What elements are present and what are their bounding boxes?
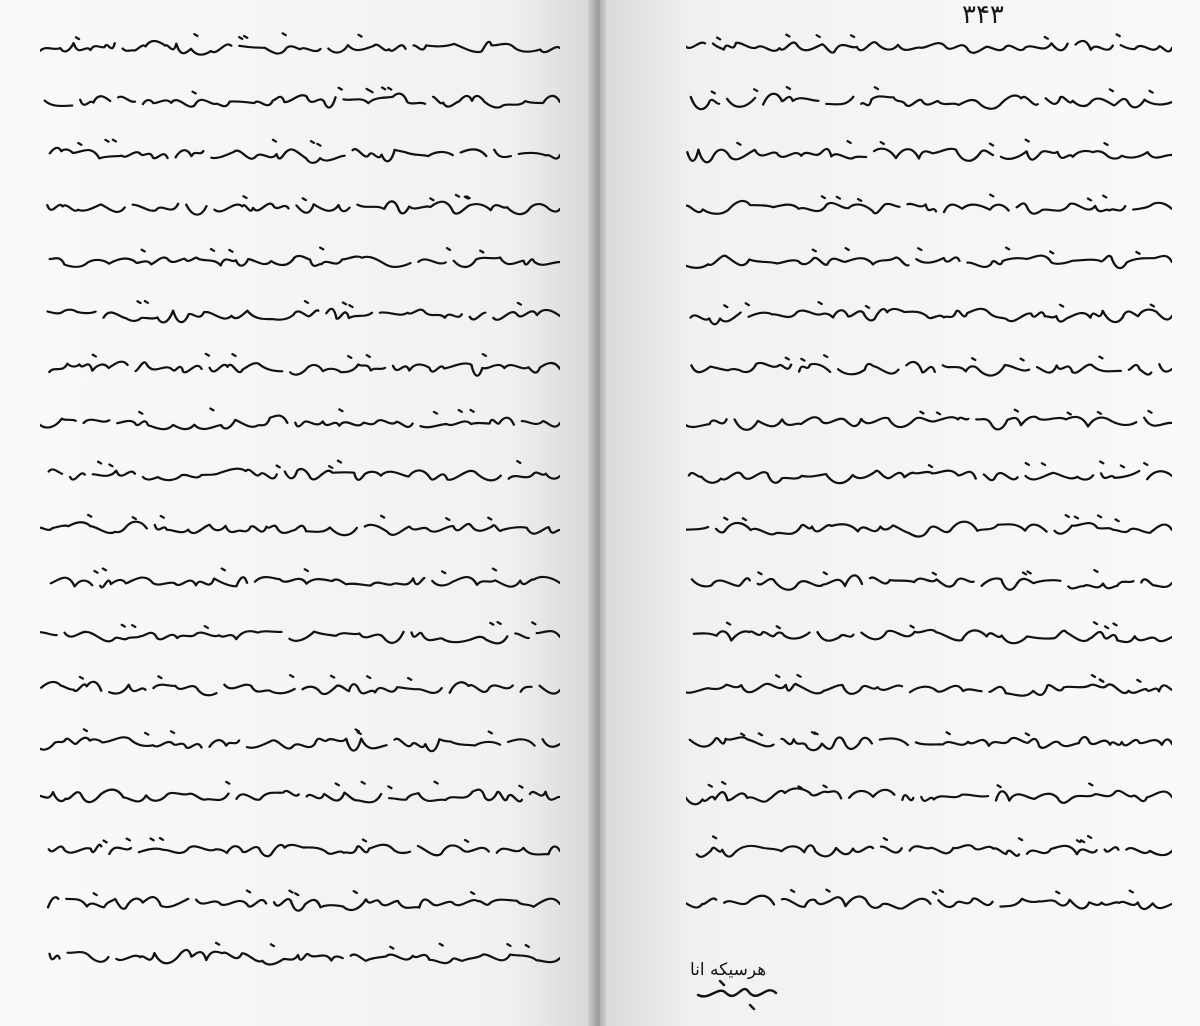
left-handwriting-glyph — [40, 244, 560, 280]
left-line — [40, 395, 560, 449]
right-handwriting-glyph — [686, 886, 1172, 922]
right-line — [686, 181, 1172, 235]
right-line — [686, 823, 1172, 877]
right-handwriting-glyph — [686, 833, 1172, 869]
right-line — [686, 127, 1172, 181]
left-page — [0, 0, 594, 1026]
left-handwriting-glyph — [40, 886, 560, 922]
right-handwriting-glyph — [686, 512, 1172, 548]
left-handwriting-glyph — [40, 619, 560, 655]
left-line — [40, 448, 560, 502]
left-handwriting-glyph — [40, 351, 560, 387]
left-line — [40, 20, 560, 74]
left-handwriting-glyph — [40, 298, 560, 334]
left-line — [40, 609, 560, 663]
right-handwriting-glyph — [686, 726, 1172, 762]
left-line — [40, 234, 560, 288]
left-line — [40, 502, 560, 556]
closing-signature-glyph — [690, 975, 780, 1015]
left-handwriting-glyph — [40, 405, 560, 441]
right-line — [686, 395, 1172, 449]
right-handwriting-glyph — [686, 298, 1172, 334]
closing-signature — [690, 975, 780, 1019]
left-handwriting-glyph — [40, 137, 560, 173]
right-handwriting-glyph — [686, 84, 1172, 120]
left-handwriting-glyph — [40, 512, 560, 548]
left-line — [40, 127, 560, 181]
left-handwriting-glyph — [40, 30, 560, 66]
right-line — [686, 234, 1172, 288]
left-handwriting-glyph — [40, 940, 560, 976]
left-line — [40, 876, 560, 930]
right-line — [686, 662, 1172, 716]
left-line — [40, 288, 560, 342]
right-line — [686, 448, 1172, 502]
right-text-block — [686, 20, 1172, 930]
right-line — [686, 769, 1172, 823]
left-handwriting-glyph — [40, 458, 560, 494]
left-handwriting-glyph — [40, 565, 560, 601]
right-line — [686, 20, 1172, 74]
page-number: ۳۴۳ — [962, 0, 1004, 30]
right-handwriting-glyph — [686, 458, 1172, 494]
left-line — [40, 930, 560, 984]
left-line — [40, 74, 560, 128]
right-line — [686, 555, 1172, 609]
left-line — [40, 716, 560, 770]
left-line — [40, 823, 560, 877]
right-line — [686, 716, 1172, 770]
right-handwriting-glyph — [686, 565, 1172, 601]
left-line — [40, 662, 560, 716]
left-line — [40, 181, 560, 235]
right-line — [686, 341, 1172, 395]
left-handwriting-glyph — [40, 833, 560, 869]
right-handwriting-glyph — [686, 779, 1172, 815]
left-line — [40, 341, 560, 395]
right-handwriting-glyph — [686, 137, 1172, 173]
right-handwriting-glyph — [686, 672, 1172, 708]
left-text-block — [40, 20, 560, 983]
right-handwriting-glyph — [686, 191, 1172, 227]
left-line — [40, 555, 560, 609]
left-handwriting-glyph — [40, 726, 560, 762]
right-handwriting-glyph — [686, 619, 1172, 655]
right-end-text: هرسیکه انا — [690, 960, 767, 980]
right-line — [686, 288, 1172, 342]
left-line — [40, 769, 560, 823]
left-handwriting-glyph — [40, 84, 560, 120]
left-handwriting-glyph — [40, 672, 560, 708]
right-page — [606, 0, 1200, 1026]
right-line — [686, 876, 1172, 930]
right-line — [686, 502, 1172, 556]
right-handwriting-glyph — [686, 351, 1172, 387]
left-handwriting-glyph — [40, 191, 560, 227]
right-handwriting-glyph — [686, 405, 1172, 441]
right-line — [686, 74, 1172, 128]
right-line — [686, 609, 1172, 663]
right-handwriting-glyph — [686, 244, 1172, 280]
right-handwriting-glyph — [686, 30, 1172, 66]
left-handwriting-glyph — [40, 779, 560, 815]
